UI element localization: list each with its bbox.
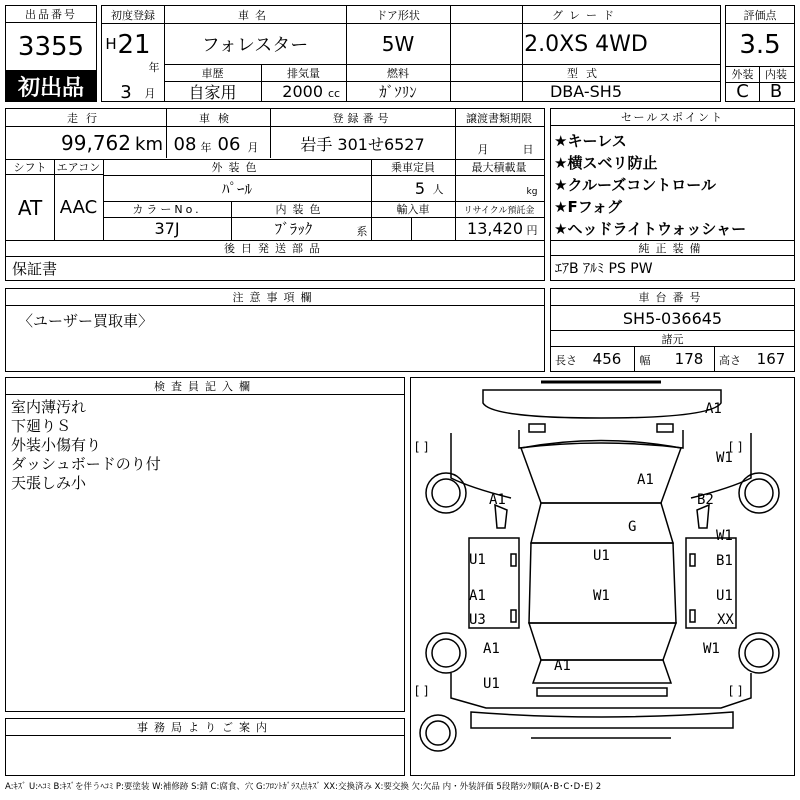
reg-month: 3: [120, 82, 132, 102]
damage-mark: W1: [716, 450, 733, 466]
ac: AAC: [59, 197, 98, 218]
mileage: 99,762: [61, 131, 131, 155]
details-box: [5, 108, 545, 281]
seats-unit: 人: [432, 183, 444, 196]
damage-mark: A1: [705, 401, 722, 417]
lot-number-label: 出品番号: [6, 6, 96, 23]
inspection-year-unit: 年: [200, 141, 212, 154]
score: 3.5: [739, 30, 781, 60]
transfer-day-unit: 日: [522, 143, 534, 156]
height: 167: [756, 350, 786, 368]
history: 自家用: [188, 82, 237, 101]
exterior-color-label: 外装色: [211, 161, 263, 174]
inspection-month: 06: [217, 133, 241, 155]
height-label: 高さ: [719, 354, 741, 367]
damage-mark: U1: [716, 588, 733, 604]
inspection-label: 車検: [199, 111, 237, 125]
notes-box: [5, 288, 545, 372]
vehicle-info-box: [101, 5, 721, 102]
inspection-month-unit: 月: [247, 141, 259, 154]
damage-mark: B2: [697, 492, 714, 508]
max-load-unit: kg: [526, 187, 538, 197]
damage-mark: W1: [593, 588, 610, 604]
reg-year: 21: [117, 30, 151, 60]
color-number: 37J: [154, 219, 180, 238]
month-unit: 月: [144, 87, 156, 100]
damage-mark: U1: [469, 552, 486, 568]
lot-number-box: [5, 5, 97, 102]
interior-grade: B: [769, 82, 783, 101]
recycle-amount: 13,420: [467, 219, 523, 238]
shift: AT: [17, 195, 43, 220]
interior-color-unit: 系: [356, 225, 368, 238]
damage-mark: A1: [637, 472, 654, 488]
inspector-notes: [11, 398, 161, 493]
door-type: 5W: [381, 32, 415, 56]
sales-point: ★クルーズコントロール: [554, 176, 716, 194]
car-diagram: [411, 378, 794, 775]
damage-mark: A1: [554, 658, 571, 674]
sales-point: ★キーレス: [554, 132, 627, 150]
inspector-label: 検査員記入欄: [6, 378, 404, 395]
exterior-grade: C: [736, 82, 749, 101]
sales-point: ★ヘッドライトウォッシャー: [554, 220, 747, 238]
displacement-label: 排気量: [287, 66, 320, 80]
displacement: 2000: [282, 81, 323, 101]
damage-mark: W1: [703, 641, 720, 657]
exterior-label: 外装: [731, 68, 754, 81]
chassis-number-label: 車台番号: [551, 289, 794, 306]
standard-equipment-label: 純正装備: [551, 240, 794, 256]
seats-label: 乗車定員: [391, 161, 435, 174]
mileage-unit: km: [135, 133, 163, 155]
history-label: 車歴: [201, 66, 224, 80]
office-notice-box: [5, 718, 405, 776]
damage-mark: G: [628, 519, 637, 535]
inspector-line: ダッシュボードのり付: [11, 455, 161, 473]
damage-mark: W1: [716, 528, 733, 544]
sales-points-list: [554, 130, 746, 240]
width: 178: [674, 350, 704, 368]
import-label: 輸入車: [396, 203, 430, 216]
sales-point: ★横スベリ防止: [554, 154, 658, 172]
specs-label: 諸元: [551, 331, 794, 347]
transfer-deadline-label: 譲渡書類期限: [466, 111, 532, 125]
plate-label: 登録番号: [332, 111, 393, 125]
recycle-label: リサイクル預託金: [463, 205, 535, 216]
lot-number: 3355: [17, 32, 85, 62]
score-label: 評価点: [743, 8, 777, 22]
displacement-unit: cc: [327, 86, 341, 100]
year-unit: 年: [148, 61, 160, 74]
first-listing-badge: 初出品: [6, 70, 96, 102]
inspector-line: 下廻りＳ: [11, 417, 72, 435]
damage-mark: A1: [469, 588, 486, 604]
notes-label: 注意事項欄: [6, 289, 544, 306]
damage-mark: A1: [483, 641, 500, 657]
grade: 2.0XS 4WD: [524, 31, 648, 57]
sales-points-label: セールスポイント: [551, 109, 794, 126]
damage-mark: B1: [716, 553, 733, 569]
chassis-number: SH5-036645: [551, 307, 794, 331]
inspection-year: 08: [173, 133, 197, 155]
bracket-left-bottom: [ ]: [415, 684, 429, 698]
exterior-color: ﾊﾟｰﾙ: [221, 179, 252, 198]
interior-color: ﾌﾞﾗｯｸ: [274, 220, 313, 238]
damage-mark: U1: [483, 676, 500, 692]
notes-text: 〈ユーザー買取車〉: [18, 311, 154, 330]
grade-label: グレード: [552, 8, 620, 22]
width-label: 幅: [639, 354, 651, 367]
seats: 5: [414, 178, 425, 198]
inspector-line: 室内薄汚れ: [11, 398, 87, 416]
damage-mark: U3: [469, 612, 486, 628]
max-load-label: 最大積載量: [471, 161, 527, 174]
damage-mark: XX: [717, 612, 734, 628]
chassis-box: [550, 288, 795, 372]
bracket-right-top: [ ]: [729, 440, 743, 454]
recycle-unit: 円: [526, 224, 538, 237]
ac-label: エアコン: [54, 159, 103, 175]
office-notice-label: 事務局よりご案内: [6, 719, 404, 736]
legend: A:ｷｽﾞ U:ﾍｺﾐ B:ｷｽﾞを伴うﾍｺﾐ P:要塗装 W:補修跡 S:錆 C:腐食、穴 G:ﾌﾛﾝﾄｶﾞﾗｽ点ｷｽﾞ XX:交換済み X:要交換 欠:欠品 内・外装評価 5段階ﾗﾝｸ順(A･B･C･D･E) 2: [5, 782, 602, 792]
transfer-month-unit: 月: [477, 143, 489, 156]
fuel-label: 燃料: [387, 66, 409, 80]
score-box: [725, 5, 795, 102]
model-label: 型式: [567, 66, 605, 80]
mileage-label: 走行: [67, 111, 105, 125]
era: H: [105, 35, 117, 53]
later-parts: 保証書: [12, 259, 58, 278]
fuel: ｶﾞｿﾘﾝ: [379, 82, 417, 101]
inspector-line: 外装小傷有り: [11, 436, 102, 454]
length-label: 長さ: [555, 354, 577, 367]
bracket-right-bottom: [ ]: [729, 684, 743, 698]
model: DBA-SH5: [549, 81, 623, 101]
length: 456: [592, 350, 622, 368]
bracket-left-top: [ ]: [415, 440, 429, 454]
damage-mark: U1: [593, 548, 610, 564]
sales-points-box: [550, 108, 795, 281]
color-no-label: カラーNo.: [132, 203, 202, 216]
interior-color-label: 内装色: [275, 203, 327, 216]
inspector-box: [5, 377, 405, 712]
car-name-label: 車名: [238, 8, 272, 22]
sales-point: ★Fフォグ: [554, 198, 622, 216]
standard-equipment: ｴｱB ｱﾙﾐ PS PW: [555, 261, 653, 277]
car-name: フォレスター: [201, 35, 309, 56]
inspector-line: 天張しみ小: [11, 474, 87, 492]
damage-diagram-box: [410, 377, 795, 776]
first-reg-label: 初度登録: [111, 8, 155, 22]
interior-label: 内装: [765, 68, 787, 81]
later-parts-label: 後日発送部品: [224, 242, 326, 255]
damage-mark: A1: [489, 492, 506, 508]
shift-label: シフト: [6, 159, 54, 175]
door-label: ドア形状: [376, 8, 420, 22]
plate-number: 岩手 301せ6527: [300, 134, 425, 154]
